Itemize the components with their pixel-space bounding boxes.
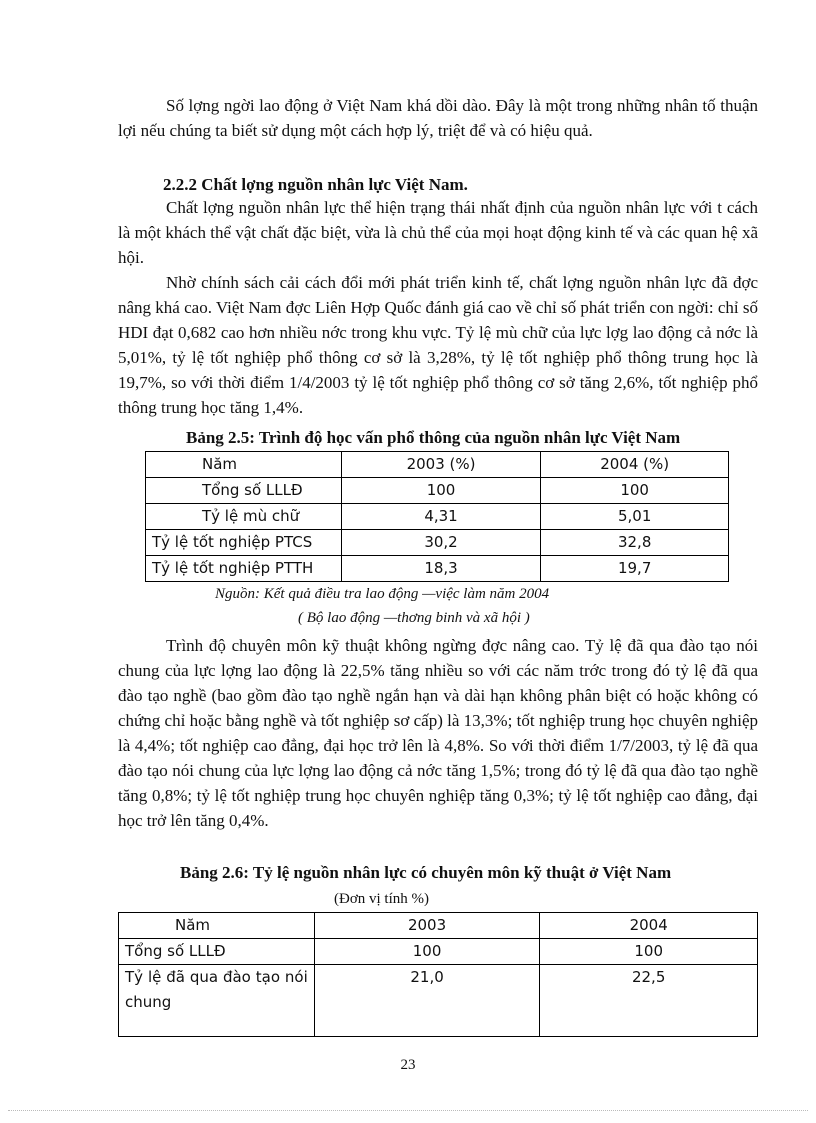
table-cell: 100 xyxy=(341,478,541,504)
table1-caption: Bảng 2.5: Trình độ học vấn phổ thông của nguồn nhân lực Việt Nam xyxy=(186,428,681,447)
table-header-row xyxy=(119,913,758,939)
table-cell: 32,8 xyxy=(541,530,729,556)
table-row xyxy=(119,965,758,1037)
table-cell: 2003 (%) xyxy=(341,452,541,478)
table-cell: Tỷ lệ tốt nghiệp PTCS xyxy=(146,530,342,556)
table-cell: 100 xyxy=(540,939,758,965)
table2-caption: Bảng 2.6: Tỷ lệ nguồn nhân lực có chuyên môn kỹ thuật ở Việt Nam xyxy=(180,863,672,882)
table-cell: 2004 xyxy=(540,913,758,939)
table-row xyxy=(146,556,729,582)
page-number: 23 xyxy=(400,1057,416,1073)
table1-source-ministry: ( Bộ lao động —thơng binh và xã hội ) xyxy=(298,610,530,626)
table-cell: 19,7 xyxy=(541,556,729,582)
table-row xyxy=(146,478,729,504)
paragraph-professional-skills: Trình độ chuyên môn kỹ thuật không ngừng đợc nâng cao. Tỷ lệ đã qua đào tạo nói chung của lực lợng lao động là 22,5% tăng nhiều so với các năm trớc trong đó tỷ lệ đã qua đào tạo nghề (bao gồm đào tạo nghề ngắn hạn và dài hạn không phân biệt có hoặc không có chứng chỉ hoặc bằng nghề và tốt nghiệp sơ cấp) là 13,3%; tốt nghiệp trung học chuyên nghiệp là 4,4%; tốt nghiệp cao đẳng, đại học trở lên là 4,8%. So với thời điểm 1/7/2003, tỷ lệ đã qua đào tạo nói chung của lực lợng lao động cả nớc tăng 1,5%; trong đó tỷ lệ đã qua đào tạo nghề tăng 0,8%; tỷ lệ tốt nghiệp trung học chuyên nghiệp tăng 0,3%; tỷ lệ tốt nghiệp cao đẳng, đại học trở lên tăng 0,4%. xyxy=(118,636,758,830)
section-heading: 2.2.2 Chất lợng nguồn nhân lực Việt Nam. xyxy=(163,175,468,194)
table-technical-skills xyxy=(118,912,758,1037)
table-cell: 2003 xyxy=(314,913,540,939)
table-cell: 30,2 xyxy=(341,530,541,556)
table-cell: 2004 (%) xyxy=(541,452,729,478)
table-cell: 22,5 xyxy=(540,965,758,1037)
table-education xyxy=(145,451,729,582)
paragraph-labor-quantity: Số lợng ngời lao động ở Việt Nam khá dồi dào. Đây là một trong những nhân tố thuận lợi nếu chúng ta biết sử dụng một cách hợp lý, triệt để và có hiệu quả. xyxy=(118,96,758,140)
table-cell: 18,3 xyxy=(341,556,541,582)
page-bottom-divider xyxy=(8,1110,808,1111)
table-cell: Năm xyxy=(146,452,342,478)
table-row xyxy=(119,939,758,965)
table-cell: Năm xyxy=(119,913,315,939)
table2-unit: (Đơn vị tính %) xyxy=(334,891,430,907)
table-cell: 21,0 xyxy=(314,965,540,1037)
table-cell: Tỷ lệ tốt nghiệp PTTH xyxy=(146,556,342,582)
table-cell: 5,01 xyxy=(541,504,729,530)
table-cell: 100 xyxy=(314,939,540,965)
paragraph-education-level: Nhờ chính sách cải cách đổi mới phát triển kinh tế, chất lợng nguồn nhân lực đã đợc nâng khá cao. Việt Nam đợc Liên Hợp Quốc đánh giá cao về chỉ số phát triển con ngời: chỉ số HDI đạt 0,682 cao hơn nhiều nớc trong khu vực. Tỷ lệ mù chữ của lực lợg lao động cả nớc là 5,01%, tỷ lệ tốt nghiệp phổ thông cơ sở là 3,28%, tỷ lệ tốt nghiệp phổ thông trung học là 19,7%, so với thời điểm 1/4/2003 tỷ lệ tốt nghiệp phổ thông cơ sở tăng 2,6%, tốt nghiệp phổ thông trung học tăng 1,4%. xyxy=(118,273,758,417)
table-row xyxy=(146,530,729,556)
table-cell: 4,31 xyxy=(341,504,541,530)
paragraph-quality-definition: Chất lợng nguồn nhân lực thể hiện trạng thái nhất định của nguồn nhân lực với t cách là một khách thể vật chất đặc biệt, vừa là chủ thể của mọi hoạt động kinh tế và các quan hệ xã hội. xyxy=(118,198,758,267)
table-cell: Tỷ lệ đã qua đào tạo nói chung xyxy=(119,965,315,1037)
table-row xyxy=(146,504,729,530)
table-cell: Tổng số LLLĐ xyxy=(119,939,315,965)
table-cell: Tỷ lệ mù chữ xyxy=(146,504,342,530)
table-header-row xyxy=(146,452,729,478)
table-cell: 100 xyxy=(541,478,729,504)
table1-source: Nguồn: Kết quả điều tra lao động —việc làm năm 2004 xyxy=(215,586,550,602)
table-cell: Tổng số LLLĐ xyxy=(146,478,342,504)
